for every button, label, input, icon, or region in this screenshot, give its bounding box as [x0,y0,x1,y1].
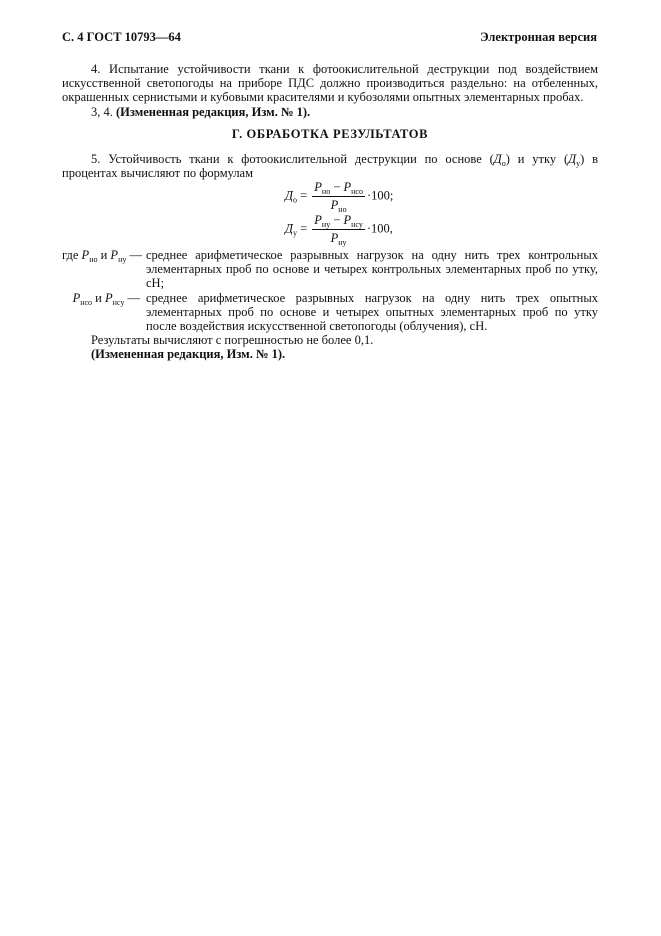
definition-symbols: где $P_{но}$ и $P_{ну}$ — [62,248,142,264]
fraction-warp-denominator: $P_{но}$ [330,198,347,214]
definition-symbols: $P_{нсо}$ и $P_{нсу}$ — [72,290,140,307]
edition-note-text: (Измененная редакция, Изм. № 1). [116,104,311,119]
definition-text: среднее арифметическое разрывных нагрузок на одну нить трех опытных элементарных проб по основе и четырех опытных элементарных проб по утку после воздействия искусственной светопогоды (облучения), сН. [146,290,598,334]
paragraph-4: 4. Испытание устойчивости ткани к фотоокислительной деструкции под воздействием искусственной светопогоды на приборе ПДС должно производиться раздельно: на отбеленных, окрашенных сернистыми и кубовыми красителями и кубозолями опытных элементарных пробах. [62,62,598,105]
page-header-left: С. 4 ГОСТ 10793—64 [62,30,181,44]
edition-prefix: 3, 4. [91,104,113,119]
formula-weft: $Д_у$ = $\frac{P_{ну} - P_{нсу}}{P_{ну}}$ ·100, [285,213,393,247]
definition-text: среднее арифметическое разрывных нагрузок на одну нить трех контрольных элементарных проб по основе и четырех контрольных элементарных проб по утку, сН; [146,248,598,291]
fraction-warp-numerator: $P_{но} - P_{нсо}$ [314,180,363,196]
paragraph-4-block [62,62,598,119]
section-title: Г. ОБРАБОТКА РЕЗУЛЬТАТОВ [231,127,429,141]
page-header-right: Электронная версия [480,30,597,44]
definition-row [62,291,598,334]
edition-note-3-4 [62,105,598,119]
result-precision: Результаты вычисляют с погрешностью не более 0,1. [91,333,374,348]
definitions-block [62,248,598,362]
fraction-weft-numerator: $P_{ну} - P_{нсу}$ [314,213,363,229]
fraction-warp [312,180,365,213]
fraction-weft [312,213,365,246]
formula-warp: $Д_о$ = $\frac{P_{но} - P_{нсо}}{P_{но}}$ ·100; [285,180,394,214]
paragraph-5: 5. Устойчивость ткани к фотоокислительной деструкции по основе $(Д_о)$ и утку $(Д_у)$ в процентах вычисляют по формулам [62,152,598,181]
edition-note-5: (Измененная редакция, Изм. № 1). [91,347,286,362]
fraction-weft-denominator: $P_{ну}$ [330,231,347,247]
definition-row [62,248,598,291]
paragraph-5-block [62,152,598,180]
